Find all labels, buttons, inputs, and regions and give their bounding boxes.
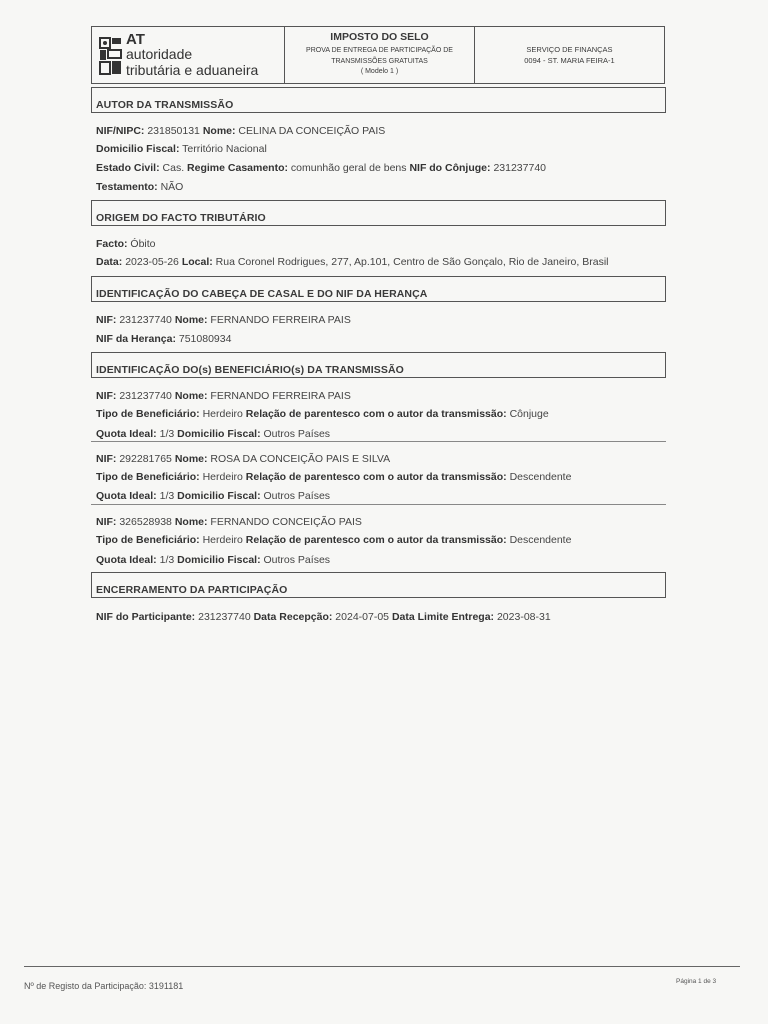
footer-divider <box>24 966 740 967</box>
section-beneficiarios-heading: IDENTIFICAÇÃO DO(s) BENEFICIÁRIO(s) DA TRANSMISSÃO <box>96 364 404 376</box>
section-encerramento-heading: ENCERRAMENTO DA PARTICIPAÇÃO <box>96 584 288 596</box>
beneficiario-1-relacao: Cônjuge <box>509 408 549 420</box>
office-code: 0094 - ST. MARIA FEIRA-1 <box>524 56 615 65</box>
beneficiario-1-quota: 1/3 <box>159 428 175 440</box>
autor-domicilio: Território Nacional <box>182 143 267 155</box>
document-title: IMPOSTO DO SELO <box>330 31 429 43</box>
section-cabeca-heading: IDENTIFICAÇÃO DO CABEÇA DE CASAL E DO NIF DA HERANÇA <box>96 288 428 300</box>
beneficiario-3-nif: 326528938 <box>119 516 172 528</box>
autor-line-testamento: Testamento: NÃO <box>96 181 184 193</box>
beneficiario-2-domicilio: Outros Países <box>263 490 331 502</box>
cabeca-heranca: 751080934 <box>178 333 232 345</box>
autor-line-domicilio: Domicilio Fiscal: Território Nacional <box>96 143 267 155</box>
divider <box>91 441 666 442</box>
beneficiario-3-line-tipo: Tipo de Beneficiário: Herdeiro Relação de parentesco com o autor da transmissão: Descendente <box>96 534 572 546</box>
autor-conjuge: 231237740 <box>493 162 546 174</box>
logo-at: AT <box>126 31 145 48</box>
autor-nif: 231850131 <box>147 125 200 137</box>
beneficiario-1-tipo: Herdeiro <box>202 408 243 420</box>
logo-line-3: tributária e aduaneira <box>126 62 259 78</box>
autor-regime: comunhão geral de bens <box>290 162 407 174</box>
beneficiario-3-tipo: Herdeiro <box>202 534 243 546</box>
autor-nome: CELINA DA CONCEIÇÃO PAIS <box>238 125 386 137</box>
beneficiario-3-line-nif: NIF: 326528938 Nome: FERNANDO CONCEIÇÃO PAIS <box>96 516 362 528</box>
section-cabeca-casal <box>91 276 666 302</box>
section-origem-heading: ORIGEM DO FACTO TRIBUTÁRIO <box>96 212 266 224</box>
document-subtitle-2: TRANSMISSÕES GRATUITAS <box>331 58 428 65</box>
beneficiario-1-domicilio: Outros Países <box>263 428 331 440</box>
document-header <box>91 26 665 84</box>
cabeca-line-heranca: NIF da Herança: 751080934 <box>96 333 232 345</box>
encerramento-limite: 2023-08-31 <box>496 611 551 623</box>
beneficiario-1-line-quota: Quota Ideal: 1/3 Domicilio Fiscal: Outros Países <box>96 428 331 440</box>
cabeca-nif: 231237740 <box>119 314 172 326</box>
header-office-block <box>475 27 664 83</box>
at-logo <box>92 27 285 83</box>
section-autor <box>91 87 666 113</box>
beneficiario-2-line-quota: Quota Ideal: 1/3 Domicilio Fiscal: Outros Países <box>96 490 331 502</box>
header-title-block <box>285 27 475 83</box>
origem-data: 2023-05-26 <box>125 256 179 268</box>
office-title: SERVIÇO DE FINANÇAS <box>526 45 613 54</box>
document-model: ( Modelo 1 ) <box>360 68 399 75</box>
beneficiario-2-tipo: Herdeiro <box>202 471 243 483</box>
at-emblem-icon <box>99 36 123 76</box>
origem-facto: Óbito <box>130 238 156 250</box>
beneficiario-1-line-tipo: Tipo de Beneficiário: Herdeiro Relação de parentesco com o autor da transmissão: Cônjuge <box>96 408 549 420</box>
footer-registo: Nº de Registo da Participação: 3191181 <box>24 981 184 991</box>
beneficiario-3-line-quota: Quota Ideal: 1/3 Domicilio Fiscal: Outros Países <box>96 554 331 566</box>
section-beneficiarios <box>91 352 666 378</box>
beneficiario-3-domicilio: Outros Países <box>263 554 331 566</box>
beneficiario-3-quota: 1/3 <box>159 554 175 566</box>
section-origem <box>91 200 666 226</box>
autor-line-estado: Estado Civil: Cas. Regime Casamento: comunhão geral de bens NIF do Cônjuge: 231237740 <box>96 162 546 174</box>
cabeca-line-nif: NIF: 231237740 Nome: FERNANDO FERREIRA PAIS <box>96 314 351 326</box>
section-encerramento <box>91 572 666 598</box>
logo-line-2: autoridade <box>126 46 193 62</box>
footer-pagina: Página 1 de 3 <box>676 978 717 985</box>
cabeca-nome: FERNANDO FERREIRA PAIS <box>210 314 351 326</box>
origem-local: Rua Coronel Rodrigues, 277, Ap.101, Centro de São Gonçalo, Rio de Janeiro, Brasil <box>215 256 609 268</box>
beneficiario-2-relacao: Descendente <box>509 471 572 483</box>
beneficiario-1-nif: 231237740 <box>119 390 172 402</box>
encerramento-recepcao: 2024-07-05 <box>335 611 390 623</box>
beneficiario-2-nif: 292281765 <box>119 453 172 465</box>
beneficiario-1-nome: FERNANDO FERREIRA PAIS <box>210 390 351 402</box>
beneficiario-1-line-nif: NIF: 231237740 Nome: FERNANDO FERREIRA PAIS <box>96 390 351 402</box>
section-autor-heading: AUTOR DA TRANSMISSÃO <box>96 99 234 111</box>
beneficiario-3-nome: FERNANDO CONCEIÇÃO PAIS <box>210 516 362 528</box>
encerramento-participante: 231237740 <box>198 611 251 623</box>
autor-estado: Cas. <box>162 162 185 174</box>
autor-testamento: NÃO <box>160 181 184 193</box>
divider <box>91 504 666 505</box>
beneficiario-2-quota: 1/3 <box>159 490 175 502</box>
origem-line-data: Data: 2023-05-26 Local: Rua Coronel Rodrigues, 277, Ap.101, Centro de São Gonçalo, Rio de Janeiro, Brasil <box>96 256 609 268</box>
autor-line-nif: NIF/NIPC: 231850131 Nome: CELINA DA CONCEIÇÃO PAIS <box>96 125 386 137</box>
encerramento-line: NIF do Participante: 231237740 Data Recepção: 2024-07-05 Data Limite Entrega: 2023-08-31 <box>96 611 551 623</box>
beneficiario-3-relacao: Descendente <box>509 534 572 546</box>
beneficiario-2-line-nif: NIF: 292281765 Nome: ROSA DA CONCEIÇÃO PAIS E SILVA <box>96 453 391 465</box>
origem-line-facto: Facto: Óbito <box>96 238 156 250</box>
beneficiario-2-nome: ROSA DA CONCEIÇÃO PAIS E SILVA <box>210 453 391 465</box>
document-subtitle-1: PROVA DE ENTREGA DE PARTICIPAÇÃO DE <box>306 47 453 54</box>
beneficiario-2-line-tipo: Tipo de Beneficiário: Herdeiro Relação de parentesco com o autor da transmissão: Descendente <box>96 471 572 483</box>
